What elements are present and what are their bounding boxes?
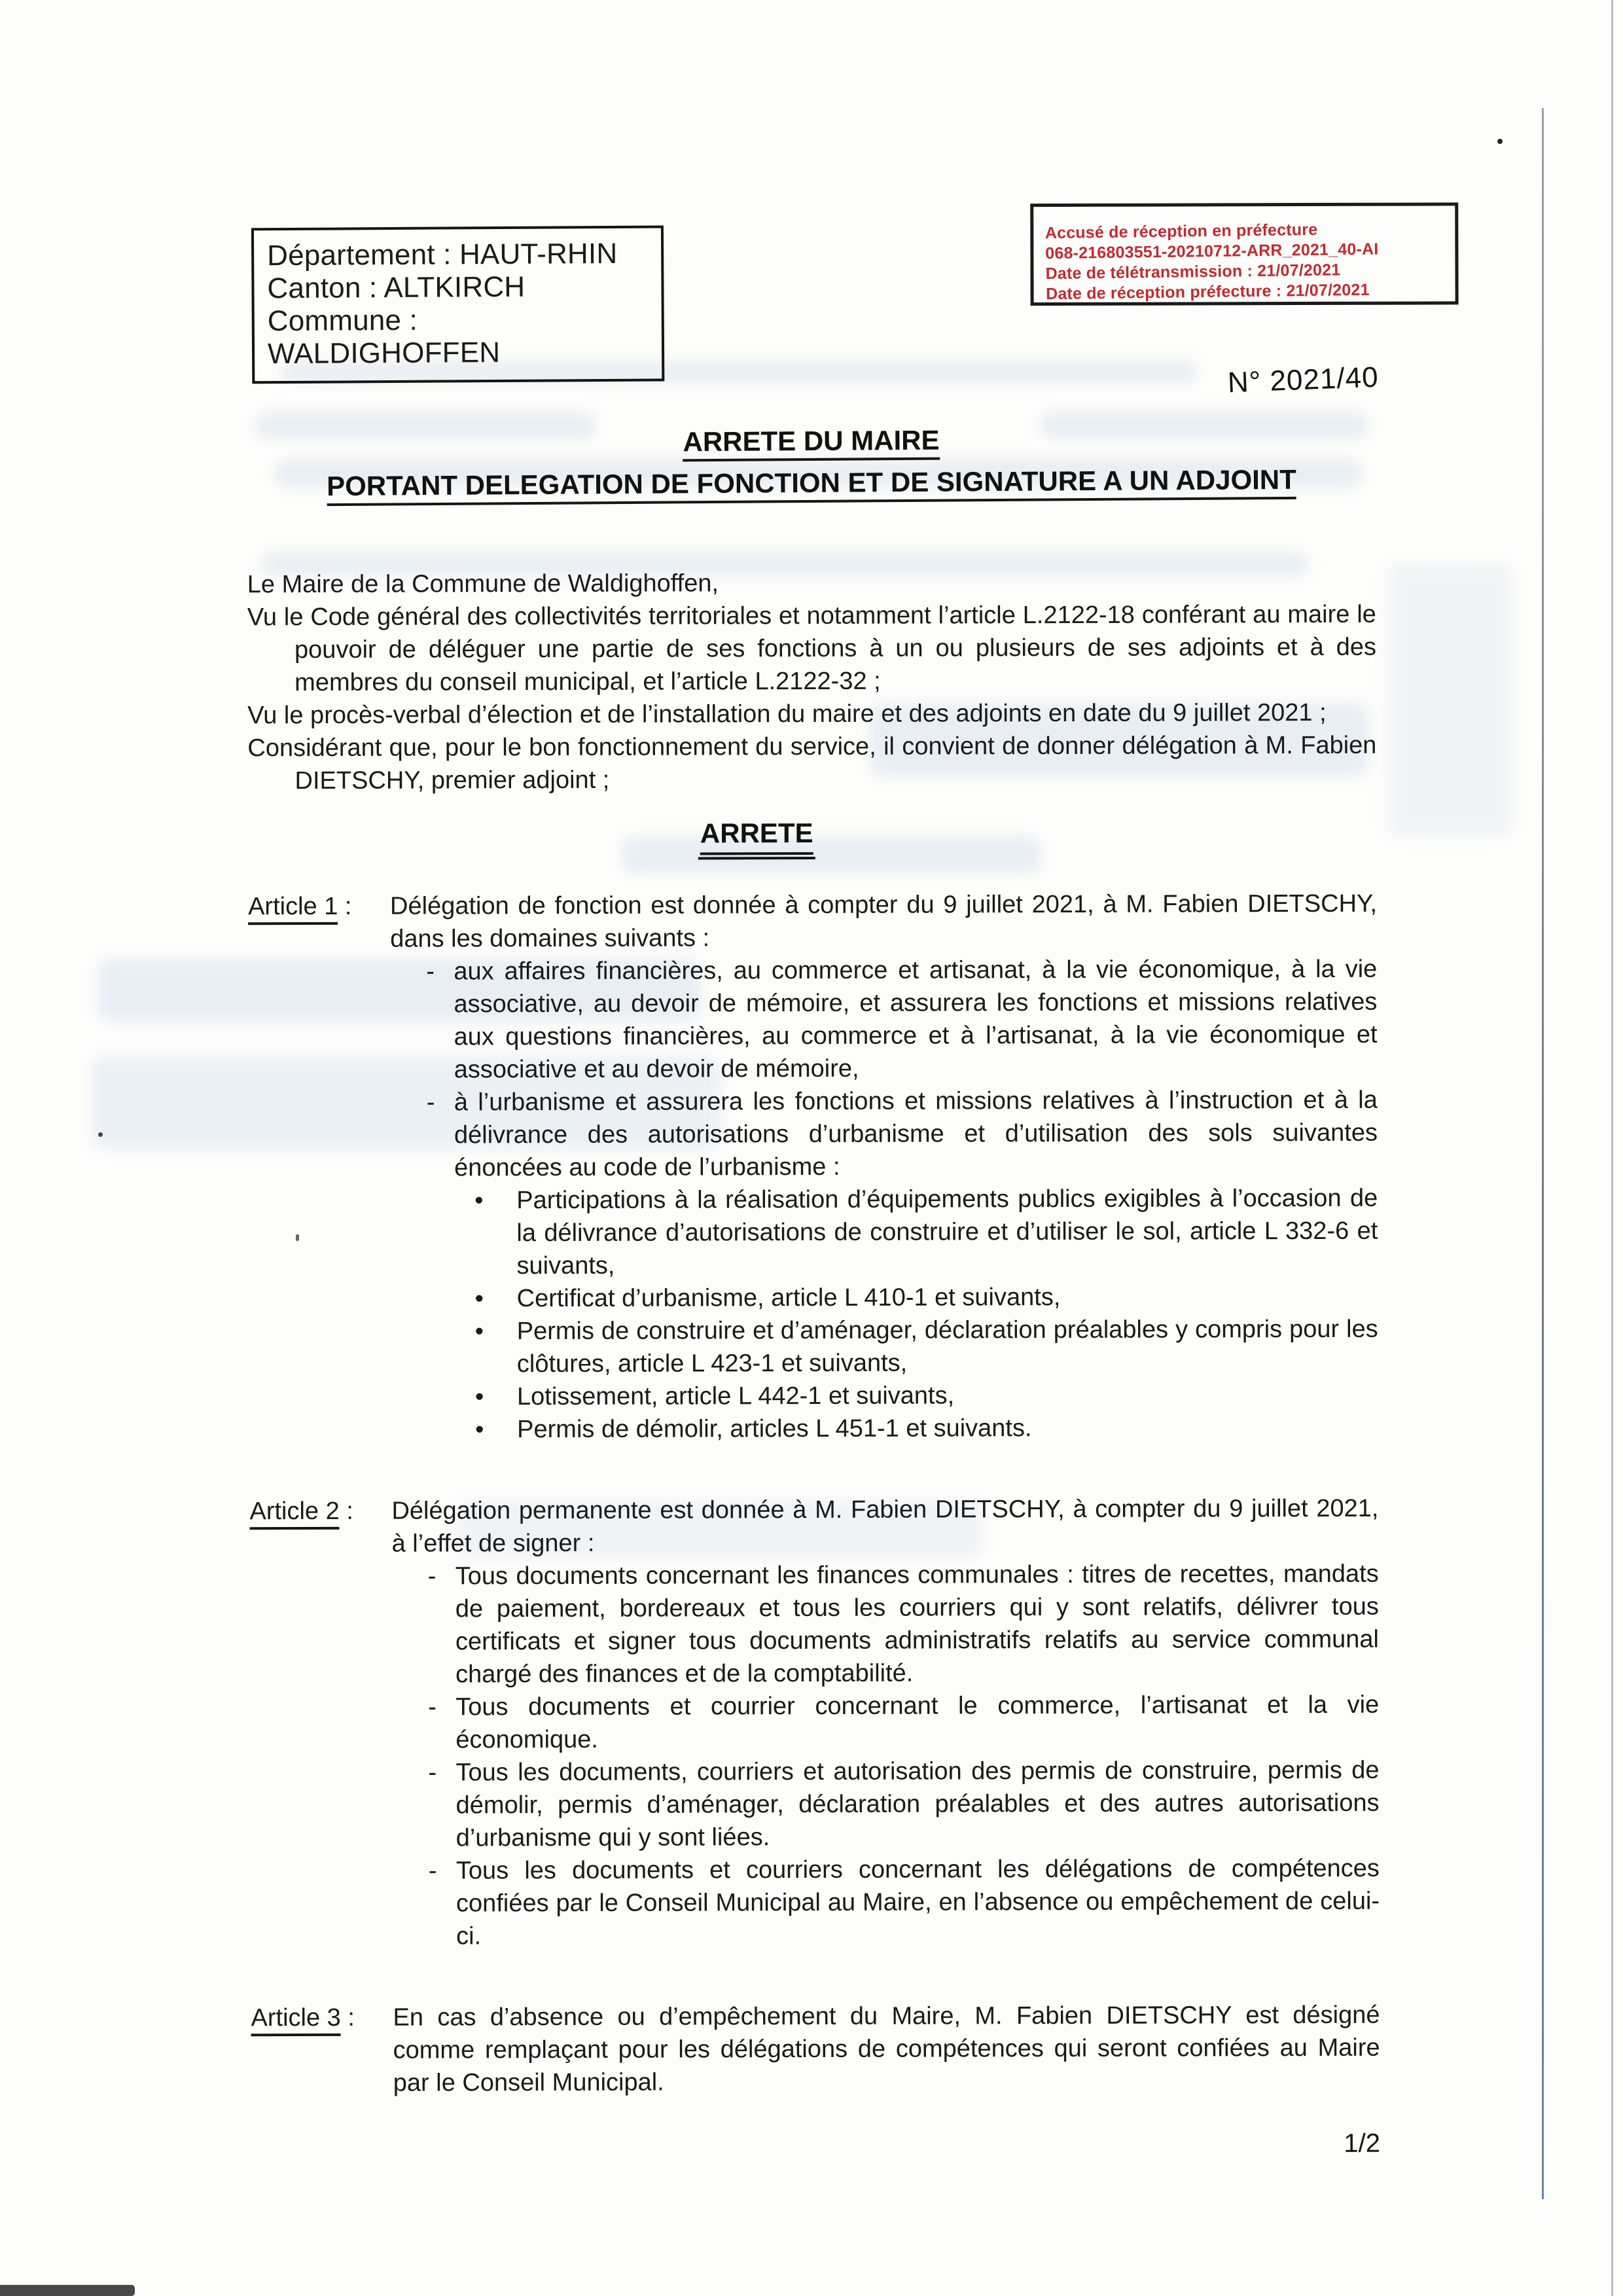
departement-line: Département : HAUT-RHIN — [267, 237, 618, 272]
article-1 — [248, 888, 1378, 1447]
stamp-line-reception-date: Date de réception préfecture : 21/07/2021 — [1045, 280, 1370, 304]
article-2-item-3: - Tous les documents, courriers et autorisation des permis de construire, permis de démolir, permis d’aménager, déclaration préalables et des autres autorisations d’urbanisme qui y sont liées. — [428, 1756, 1380, 1852]
preamble-considerant: Considérant que, pour le bon fonctionnement du service, il convient de donner délégation à M. Fabien DIETSCHY, premier adjoint ; — [247, 731, 1377, 795]
preamble-opening: Le Maire de la Commune de Waldighoffen, — [247, 569, 719, 599]
article-1-item-1: - aux affaires financières, au commerce et artisanat, à la vie économique, à la vie associative, au devoir de mémoire, et assurera les fonctions et missions relatives aux questions financières, au commerce et à l’artisanat, à la vie économique et associative et au devoir de mémoire, — [426, 955, 1378, 1084]
bullet-marker: • — [474, 1318, 484, 1346]
article-3-label: Article 3 : — [251, 2001, 393, 2035]
title-line-1: ARRETE DU MAIRE — [247, 416, 1376, 466]
dash-marker: - — [428, 1857, 437, 1885]
article-1-intro: Délégation de fonction est donnée à compter du 9 juillet 2021, à M. Fabien DIETSCHY, dans les domaines suivants : — [389, 889, 1378, 953]
article-3 — [251, 1999, 1380, 2100]
article-2 — [249, 1492, 1380, 1954]
bullet-marker: • — [474, 1383, 484, 1411]
stamp-line-reference: 068-216803551-20210712-ARR_2021_40-AI — [1045, 240, 1379, 263]
title-line-2: PORTANT DELEGATION DE FONCTION ET DE SIGNATURE A UN ADJOINT — [247, 458, 1376, 508]
page-number: 1/2 — [1344, 2128, 1381, 2158]
preamble-vu-proces-verbal: Vu le procès-verbal d’élection et de l’installation du maire et des adjoints en date du 9 juillet 2021 ; — [247, 698, 1327, 730]
article-2-item-2: - Tous documents et courrier concernant le commerce, l’artisanat et la vie économique. — [428, 1691, 1380, 1754]
stamp-line-transmission-date: Date de télétransmission : 21/07/2021 — [1045, 260, 1341, 283]
dash-marker: - — [426, 1088, 435, 1117]
preamble-vu-code: Vu le Code général des collectivités territoriales et notamment l’article L.2122-18 conférant au maire le pouvoir de déléguer une partie de ses fonctions à un ou plusieurs de ses adjoints et à des membres du conseil municipal, et l’article L.2122-32 ; — [247, 600, 1377, 697]
article-3-intro: En cas d’absence ou d’empêchement du Maire, M. Fabien DIETSCHY est désigné comme remplaçant pour les délégations de compétences qui seront confiées au Maire par le Conseil Municipal. — [393, 2001, 1380, 2097]
article-1-label: Article 1 : — [248, 890, 390, 924]
article-2-intro: Délégation permanente est donnée à M. Fabien DIETSCHY, à compter du 9 juillet 2021, à l’effet de signer : — [391, 1494, 1379, 1558]
article-2-label: Article 2 : — [249, 1495, 391, 1528]
canton-line: Canton : ALTKIRCH — [267, 270, 526, 305]
document-number: N° 2021/40 — [1227, 361, 1380, 399]
article-1-bullet-2: • Certificat d’urbanisme, article L 410-1 et suivants, — [391, 1280, 1378, 1316]
document-title — [247, 416, 1376, 508]
article-1-bullet-3: • Permis de construire et d’aménager, déclaration préalables y compris pour les clôtures, article L 423-1 et suivants, — [474, 1315, 1378, 1378]
dash-marker: - — [428, 1693, 437, 1721]
article-2-item-4: - Tous les documents et courriers concernant les délégations de compétences confiées par le Conseil Municipal au Maire, en l’absence ou empêchement de celui-ci. — [428, 1854, 1380, 1950]
document-body — [247, 565, 1380, 2163]
article-3-body — [393, 1999, 1380, 2100]
article-2-body — [391, 1492, 1380, 1953]
prefecture-reception-stamp — [1030, 202, 1458, 306]
decree-heading: ARRETE — [192, 816, 1321, 857]
bullet-marker: • — [474, 1187, 484, 1215]
dash-marker: - — [426, 958, 435, 986]
article-2-item-1: - Tous documents concernant les finances communales : titres de recettes, mandats de paiement, bordereaux et tous les courriers qui y sont relatifs, délivrer tous certificats et signer tous documents administratifs relatifs au service communal chargé des finances et de la comptabilité. — [427, 1560, 1380, 1689]
dash-marker: - — [428, 1759, 437, 1787]
article-1-bullet-4: • Lotissement, article L 442-1 et suivants, — [391, 1378, 1378, 1414]
article-1-body — [390, 888, 1378, 1446]
dash-marker: - — [427, 1562, 437, 1590]
stamp-line-title: Accusé de réception en préfecture — [1044, 220, 1318, 243]
stamp-text — [1045, 218, 1447, 304]
commune-line: Commune : WALDIGHOFFEN — [267, 304, 501, 370]
bullet-marker: • — [475, 1416, 484, 1444]
bullet-marker: • — [474, 1285, 484, 1313]
commune-info-box — [251, 225, 664, 384]
article-1-bullet-5: • Permis de démolir, articles L 451-1 et suivants. — [391, 1411, 1378, 1446]
article-1-bullet-1: • Participations à la réalisation d’équipements publics exigibles à l’occasion de la délivrance d’autorisations de construire et d’utiliser le sol, article L 332-6 et suivants, — [474, 1184, 1378, 1280]
article-1-item-2: - à l’urbanisme et assurera les fonctions et missions relatives à l’instruction et à la délivrance des autorisations d’urbanisme et d’utilisation des sols suivantes énoncées au code de l’urbanisme : — [426, 1086, 1378, 1182]
